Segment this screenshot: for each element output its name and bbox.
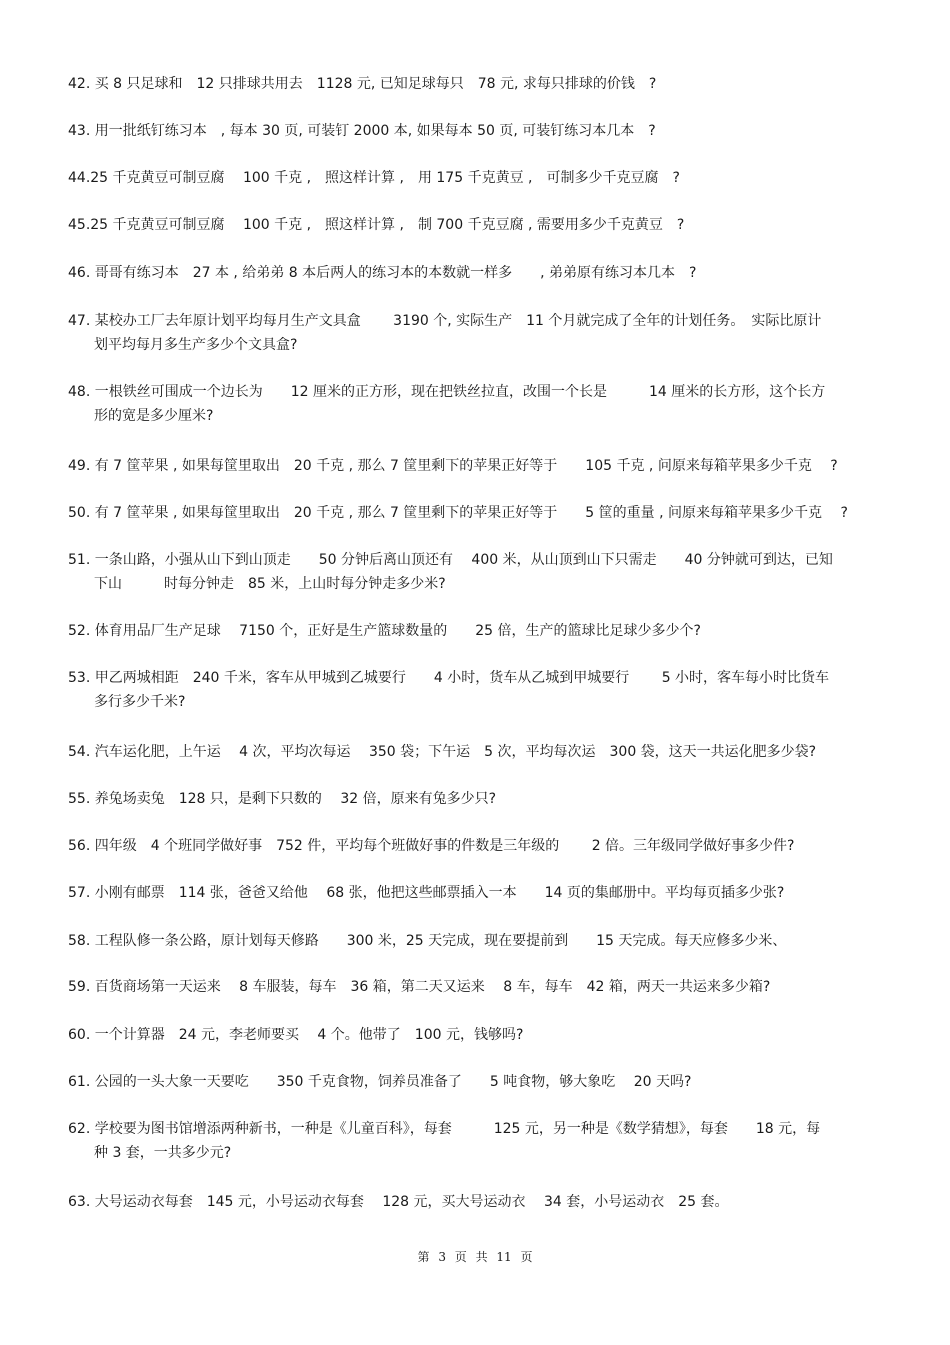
question-item [68, 501, 883, 525]
question-text: 52. 体育用品厂生产足球 7150 个，正好是生产篮球数量的 25 倍，生产的篮球比足球少多少个? [68, 623, 701, 639]
question-item [68, 1190, 883, 1214]
question-item [68, 619, 883, 643]
question-item [68, 1070, 883, 1094]
question-item [68, 72, 883, 96]
question-text: 62. 学校要为图书馆增添两种新书，一种是《儿童百科》，每套 125 元，另一种是《数学猜想》，每套 18 元，每 [68, 1121, 821, 1137]
question-item [68, 261, 883, 285]
question-item [68, 666, 883, 714]
question-text: 60. 一个计算器 24 元，李老师要买 4 个。他带了 100 元，钱够吗? [68, 1027, 524, 1043]
question-item [68, 309, 883, 357]
question-text: 49. 有 7 筐苹果 , 如果每筐里取出 20 千克 , 那么 7 筐里剩下的苹果正好等于 105 千克 , 问原来每箱苹果多少千克 ? [68, 458, 838, 474]
question-text: 57. 小刚有邮票 114 张，爸爸又给他 68 张，他把这些邮票插入一本 14 页的集邮册中。平均每页插多少张? [68, 885, 785, 901]
question-text: 59. 百货商场第一天运来 8 车服装，每车 36 箱，第二天又运来 8 车，每车 42 箱，两天一共运来多少箱? [68, 979, 771, 995]
question-text: 56. 四年级 4 个班同学做好事 752 件，平均每个班做好事的件数是三年级的 2 倍。三年级同学做好事多少件? [68, 838, 795, 854]
question-text: 55. 养兔场卖兔 128 只，是剩下只数的 32 倍，原来有兔多少只? [68, 791, 497, 807]
question-text: 44.25 千克黄豆可制豆腐 100 千克 , 照这样计算 , 用 175 千克黄豆 , 可制多少千克豆腐 ? [68, 170, 680, 186]
question-text: 47. 某校办工厂去年原计划平均每月生产文具盒 3190 个, 实际生产 11 个月就完成了全年的计划任务。 实际比原计 [68, 313, 822, 329]
question-text: 54. 汽车运化肥，上午运 4 次，平均次每运 350 袋；下午运 5 次，平均每次运 300 袋，这天一共运化肥多少袋? [68, 744, 817, 760]
question-text: 46. 哥哥有练习本 27 本 , 给弟弟 8 本后两人的练习本的本数就一样多 , 弟弟原有练习本几本 ? [68, 265, 697, 281]
question-item [68, 1023, 883, 1047]
question-item [68, 166, 883, 190]
question-item [68, 975, 883, 999]
question-text: 43. 用一批纸钉练习本 , 每本 30 页, 可装钉 2000 本, 如果每本 50 页, 可装钉练习本几本 ? [68, 123, 656, 139]
question-item [68, 454, 883, 478]
question-text-continued: 形的宽是多少厘米? [94, 408, 214, 424]
question-item [68, 213, 883, 237]
question-item [68, 834, 883, 858]
page-footer: 第 3 页 共 11 页 [417, 1250, 533, 1264]
question-item [68, 740, 883, 764]
question-item [68, 548, 883, 596]
question-text: 48. 一根铁丝可围成一个边长为 12 厘米的正方形，现在把铁丝拉直，改围一个长是 14 厘米的长方形，这个长方 [68, 384, 826, 400]
question-text: 61. 公园的一头大象一天要吃 350 千克食物，饲养员准备了 5 吨食物，够大象吃 20 天吗? [68, 1074, 692, 1090]
question-item [68, 119, 883, 143]
question-text: 50. 有 7 筐苹果 , 如果每筐里取出 20 千克 , 那么 7 筐里剩下的苹果正好等于 5 筐的重量 , 问原来每箱苹果多少千克 ? [68, 505, 848, 521]
question-text: 51. 一条山路，小强从山下到山顶走 50 分钟后离山顶还有 400 米，从山顶到山下只需走 40 分钟就可到达，已知 [68, 552, 833, 568]
question-text: 45.25 千克黄豆可制豆腐 100 千克 , 照这样计算 , 制 700 千克豆腐 , 需要用多少千克黄豆 ? [68, 217, 685, 233]
question-text: 53. 甲乙两城相距 240 千米，客车从甲城到乙城要行 4 小时，货车从乙城到甲城要行 5 小时，客车每小时比货车 [68, 670, 830, 686]
question-text: 63. 大号运动衣每套 145 元，小号运动衣每套 128 元，买大号运动衣 34 套，小号运动衣 25 套。 [68, 1194, 729, 1210]
question-text-continued: 下山 时每分钟走 85 米，上山时每分钟走多少米? [94, 576, 446, 592]
question-text: 58. 工程队修一条公路，原计划每天修路 300 米，25 天完成，现在要提前到 15 天完成。每天应修多少米、 [68, 933, 787, 949]
question-text-continued: 种 3 套，一共多少元? [94, 1145, 232, 1161]
question-item [68, 380, 883, 428]
question-item [68, 881, 883, 905]
question-text-continued: 划平均每月多生产多少个文具盒? [94, 337, 298, 353]
question-item [68, 929, 883, 953]
question-item [68, 787, 883, 811]
question-item [68, 1117, 883, 1165]
question-text: 42. 买 8 只足球和 12 只排球共用去 1128 元, 已知足球每只 78 元, 求每只排球的价钱 ? [68, 76, 657, 92]
question-text-continued: 多行多少千米? [94, 694, 186, 710]
